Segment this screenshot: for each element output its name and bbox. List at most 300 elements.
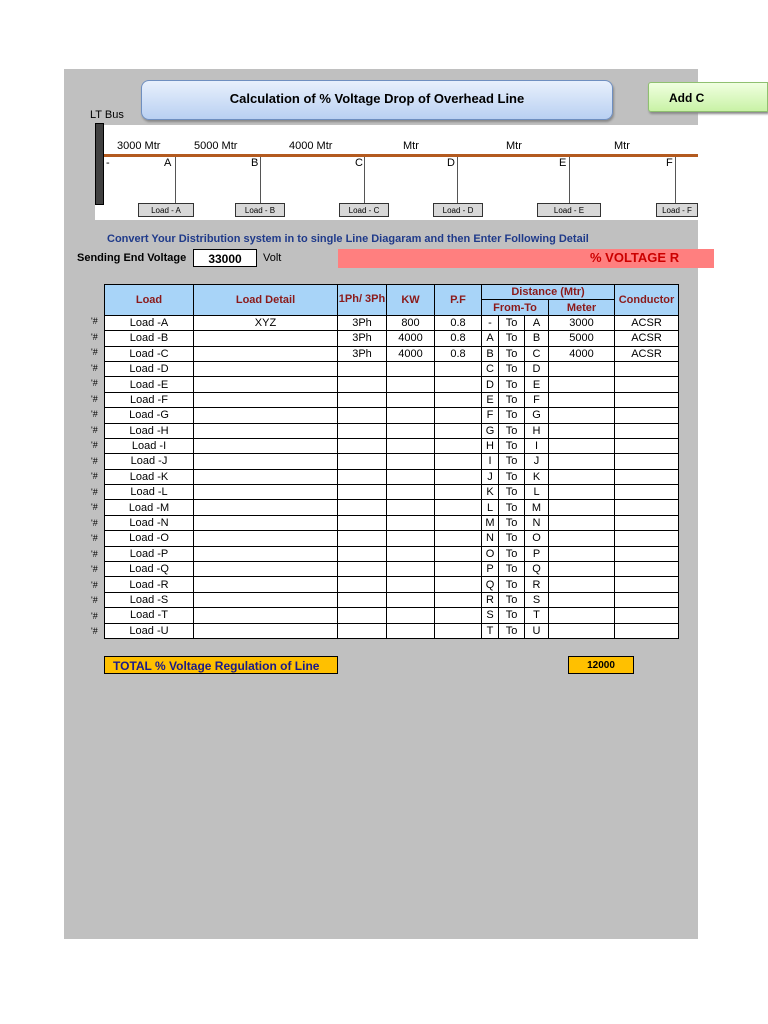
distance-label: 5000 Mtr — [194, 140, 238, 152]
to-cell[interactable]: To — [499, 623, 525, 638]
phase-cell[interactable]: 3Ph — [338, 331, 387, 346]
load-detail-cell[interactable] — [194, 608, 338, 623]
phase-cell[interactable] — [338, 469, 387, 484]
sending-end-label: Sending End Voltage — [77, 252, 187, 264]
table-row — [105, 408, 679, 423]
meter-cell[interactable] — [549, 500, 615, 515]
load-detail-cell[interactable] — [194, 331, 338, 346]
load-drop-line — [364, 157, 365, 203]
load-box: Load - A — [138, 203, 194, 217]
distance-label: 4000 Mtr — [289, 140, 333, 152]
pf-cell[interactable] — [435, 577, 482, 592]
load-box: Load - F — [656, 203, 698, 217]
to-cell[interactable]: To — [499, 346, 525, 361]
row-marker: '# — [91, 440, 98, 450]
table-row — [105, 577, 679, 592]
conductor-cell[interactable] — [615, 500, 679, 515]
row-marker: '# — [91, 564, 98, 574]
row-marker: '# — [91, 316, 98, 326]
pf-cell[interactable] — [435, 469, 482, 484]
from-cell[interactable]: - — [482, 315, 499, 330]
load-detail-cell[interactable] — [194, 408, 338, 423]
header-load: Load — [105, 285, 194, 316]
meter-cell[interactable] — [549, 562, 615, 577]
load-box: Load - C — [339, 203, 389, 217]
conductor-cell[interactable] — [615, 423, 679, 438]
pf-cell[interactable] — [435, 392, 482, 407]
row-marker: '# — [91, 393, 98, 404]
load-table — [104, 284, 679, 639]
row-marker: '# — [91, 362, 98, 373]
load-cell[interactable]: Load -F — [105, 392, 194, 407]
meter-cell[interactable] — [549, 454, 615, 469]
conductor-cell[interactable] — [615, 515, 679, 530]
kw-cell[interactable]: 4000 — [387, 346, 435, 361]
distance-label: Mtr — [506, 140, 522, 152]
instruction-text: Convert Your Distribution system in to single Line Diagaram and then Enter Following Detail — [107, 233, 589, 245]
conductor-cell[interactable] — [615, 377, 679, 392]
kw-cell[interactable] — [387, 377, 435, 392]
phase-cell[interactable] — [338, 531, 387, 546]
dest-cell[interactable]: S — [525, 592, 549, 607]
pf-cell[interactable] — [435, 592, 482, 607]
pf-cell[interactable]: 0.8 — [435, 346, 482, 361]
load-cell[interactable]: Load -B — [105, 331, 194, 346]
kw-cell[interactable] — [387, 485, 435, 500]
dest-cell[interactable]: A — [525, 315, 549, 330]
conductor-cell[interactable] — [615, 408, 679, 423]
load-cell[interactable]: Load -M — [105, 500, 194, 515]
table-row — [105, 608, 679, 623]
table-row — [105, 423, 679, 438]
node-label: F — [666, 157, 673, 169]
from-cell[interactable]: C — [482, 361, 499, 376]
dest-cell[interactable]: L — [525, 485, 549, 500]
header-kw: KW — [387, 285, 435, 316]
kw-cell[interactable]: 4000 — [387, 331, 435, 346]
from-cell[interactable]: J — [482, 469, 499, 484]
load-cell[interactable]: Load -H — [105, 423, 194, 438]
from-cell[interactable]: T — [482, 623, 499, 638]
load-detail-cell[interactable] — [194, 361, 338, 376]
meter-cell[interactable] — [549, 377, 615, 392]
to-cell[interactable]: To — [499, 546, 525, 561]
kw-cell[interactable] — [387, 623, 435, 638]
to-cell[interactable]: To — [499, 531, 525, 546]
from-cell[interactable]: H — [482, 438, 499, 453]
dest-cell[interactable]: C — [525, 346, 549, 361]
to-cell[interactable]: To — [499, 408, 525, 423]
load-cell[interactable]: Load -N — [105, 515, 194, 530]
to-cell[interactable]: To — [499, 485, 525, 500]
from-cell[interactable]: D — [482, 377, 499, 392]
dest-cell[interactable]: K — [525, 469, 549, 484]
load-cell[interactable]: Load -D — [105, 361, 194, 376]
phase-cell[interactable] — [338, 485, 387, 500]
pf-cell[interactable] — [435, 608, 482, 623]
to-cell[interactable]: To — [499, 438, 525, 453]
table-row — [105, 377, 679, 392]
load-detail-cell[interactable] — [194, 454, 338, 469]
table-row — [105, 438, 679, 453]
conductor-cell[interactable] — [615, 361, 679, 376]
dest-cell[interactable]: B — [525, 331, 549, 346]
to-cell[interactable]: To — [499, 592, 525, 607]
conductor-cell[interactable] — [615, 577, 679, 592]
pf-cell[interactable] — [435, 515, 482, 530]
to-cell[interactable]: To — [499, 423, 525, 438]
pf-cell[interactable] — [435, 531, 482, 546]
row-marker: '# — [91, 517, 98, 528]
from-cell[interactable]: P — [482, 562, 499, 577]
from-cell[interactable]: A — [482, 331, 499, 346]
load-detail-cell[interactable]: XYZ — [194, 315, 338, 330]
node-label: E — [559, 157, 567, 169]
meter-cell[interactable] — [549, 608, 615, 623]
dest-cell[interactable]: O — [525, 531, 549, 546]
meter-cell[interactable] — [549, 423, 615, 438]
dest-cell[interactable]: G — [525, 408, 549, 423]
load-cell[interactable]: Load -U — [105, 623, 194, 638]
phase-cell[interactable] — [338, 500, 387, 515]
conductor-cell[interactable] — [615, 546, 679, 561]
meter-cell[interactable] — [549, 592, 615, 607]
load-drop-line — [175, 157, 176, 203]
row-marker: '# — [91, 548, 98, 559]
conductor-cell[interactable] — [615, 454, 679, 469]
row-marker: '# — [91, 502, 98, 512]
meter-cell[interactable] — [549, 469, 615, 484]
phase-cell[interactable] — [338, 577, 387, 592]
total-value: 12000 — [568, 656, 634, 674]
header-load-detail: Load Detail — [194, 285, 338, 316]
kw-cell[interactable] — [387, 361, 435, 376]
dest-cell[interactable]: E — [525, 377, 549, 392]
to-cell[interactable]: To — [499, 331, 525, 346]
conductor-cell[interactable] — [615, 469, 679, 484]
row-marker: '# — [91, 378, 98, 388]
load-drop-line — [457, 157, 458, 203]
conductor-cell[interactable]: ACSR — [615, 346, 679, 361]
table-row — [105, 454, 679, 469]
load-detail-cell[interactable] — [194, 469, 338, 484]
load-drop-line — [260, 157, 261, 203]
from-cell[interactable]: B — [482, 346, 499, 361]
to-cell[interactable]: To — [499, 562, 525, 577]
dest-cell[interactable]: R — [525, 577, 549, 592]
load-cell[interactable]: Load -I — [105, 438, 194, 453]
load-box: Load - E — [537, 203, 601, 217]
kw-cell[interactable] — [387, 592, 435, 607]
phase-cell[interactable]: 3Ph — [338, 315, 387, 330]
row-marker: '# — [91, 595, 98, 605]
pf-cell[interactable] — [435, 438, 482, 453]
header-phase: 1Ph/ 3Ph — [338, 285, 387, 316]
header-pf: P.F — [435, 285, 482, 316]
dest-cell[interactable]: I — [525, 438, 549, 453]
load-cell[interactable]: Load -Q — [105, 562, 194, 577]
dest-cell[interactable]: T — [525, 608, 549, 623]
pf-cell[interactable] — [435, 423, 482, 438]
row-marker: '# — [91, 486, 98, 497]
meter-cell[interactable] — [549, 531, 615, 546]
distribution-line — [104, 154, 698, 157]
kw-cell[interactable] — [387, 608, 435, 623]
distance-label: 3000 Mtr — [117, 140, 161, 152]
voltage-regulation-text: % VOLTAGE R — [590, 250, 680, 265]
from-cell[interactable]: K — [482, 485, 499, 500]
pf-cell[interactable] — [435, 408, 482, 423]
pf-cell[interactable] — [435, 361, 482, 376]
phase-cell[interactable] — [338, 408, 387, 423]
load-cell[interactable]: Load -L — [105, 485, 194, 500]
from-cell[interactable]: F — [482, 408, 499, 423]
node-label: A — [164, 157, 172, 169]
header-conductor: Conductor — [615, 285, 679, 316]
conductor-cell[interactable]: ACSR — [615, 331, 679, 346]
load-detail-cell[interactable] — [194, 562, 338, 577]
phase-cell[interactable] — [338, 423, 387, 438]
row-marker: '# — [91, 347, 98, 357]
row-marker: '# — [91, 331, 98, 342]
load-detail-cell[interactable] — [194, 346, 338, 361]
load-detail-cell[interactable] — [194, 592, 338, 607]
conductor-cell[interactable] — [615, 562, 679, 577]
load-cell[interactable]: Load -P — [105, 546, 194, 561]
table-row — [105, 592, 679, 607]
voltage-unit: Volt — [263, 252, 282, 264]
table-row — [105, 315, 679, 330]
row-marker: '# — [91, 610, 98, 621]
meter-cell[interactable] — [549, 392, 615, 407]
dest-cell[interactable]: M — [525, 500, 549, 515]
to-cell[interactable]: To — [499, 469, 525, 484]
title-banner — [141, 80, 613, 120]
from-cell[interactable]: E — [482, 392, 499, 407]
header-meter: Meter — [549, 300, 615, 315]
table-row — [105, 562, 679, 577]
table-row — [105, 531, 679, 546]
node-label: B — [251, 157, 259, 169]
pf-cell[interactable] — [435, 562, 482, 577]
kw-cell[interactable] — [387, 577, 435, 592]
pf-cell[interactable] — [435, 377, 482, 392]
phase-cell[interactable] — [338, 608, 387, 623]
load-box: Load - B — [235, 203, 285, 217]
phase-cell[interactable] — [338, 562, 387, 577]
node-label: - — [106, 157, 110, 169]
meter-cell[interactable] — [549, 515, 615, 530]
from-cell[interactable]: O — [482, 546, 499, 561]
bus-bar — [95, 123, 104, 205]
to-cell[interactable]: To — [499, 315, 525, 330]
row-marker: '# — [91, 579, 98, 590]
dest-cell[interactable]: F — [525, 392, 549, 407]
kw-cell[interactable] — [387, 531, 435, 546]
phase-cell[interactable] — [338, 392, 387, 407]
page-title: Calculation of % Voltage Drop of Overhead Line — [229, 91, 525, 106]
pf-cell[interactable] — [435, 546, 482, 561]
table-row — [105, 392, 679, 407]
add-button[interactable]: Add C — [648, 82, 768, 112]
sending-end-input[interactable]: 33000 — [193, 249, 257, 267]
row-marker: '# — [91, 533, 98, 543]
kw-cell[interactable] — [387, 469, 435, 484]
from-cell[interactable]: M — [482, 515, 499, 530]
kw-cell[interactable] — [387, 438, 435, 453]
load-detail-cell[interactable] — [194, 531, 338, 546]
conductor-cell[interactable]: ACSR — [615, 315, 679, 330]
load-detail-cell[interactable] — [194, 515, 338, 530]
distance-label: Mtr — [614, 140, 630, 152]
meter-cell[interactable]: 3000 — [549, 315, 615, 330]
load-cell[interactable]: Load -T — [105, 608, 194, 623]
phase-cell[interactable] — [338, 438, 387, 453]
row-marker: '# — [91, 626, 98, 636]
conductor-cell[interactable] — [615, 608, 679, 623]
load-cell[interactable]: Load -J — [105, 454, 194, 469]
row-marker: '# — [91, 455, 98, 466]
load-detail-cell[interactable] — [194, 546, 338, 561]
table-row — [105, 361, 679, 376]
table-row — [105, 346, 679, 361]
dest-cell[interactable]: P — [525, 546, 549, 561]
phase-cell[interactable] — [338, 515, 387, 530]
kw-cell[interactable] — [387, 546, 435, 561]
conductor-cell[interactable] — [615, 623, 679, 638]
meter-cell[interactable] — [549, 546, 615, 561]
row-marker: '# — [91, 471, 98, 481]
meter-cell[interactable] — [549, 361, 615, 376]
conductor-cell[interactable] — [615, 438, 679, 453]
to-cell[interactable]: To — [499, 608, 525, 623]
conductor-cell[interactable] — [615, 485, 679, 500]
phase-cell[interactable] — [338, 546, 387, 561]
to-cell[interactable]: To — [499, 577, 525, 592]
kw-cell[interactable] — [387, 515, 435, 530]
phase-cell[interactable] — [338, 592, 387, 607]
kw-cell[interactable] — [387, 500, 435, 515]
pf-cell[interactable]: 0.8 — [435, 331, 482, 346]
kw-cell[interactable]: 800 — [387, 315, 435, 330]
to-cell[interactable]: To — [499, 392, 525, 407]
load-cell[interactable]: Load -A — [105, 315, 194, 330]
table-row — [105, 469, 679, 484]
meter-cell[interactable] — [549, 408, 615, 423]
load-cell[interactable]: Load -O — [105, 531, 194, 546]
load-cell[interactable]: Load -E — [105, 377, 194, 392]
dest-cell[interactable]: N — [525, 515, 549, 530]
kw-cell[interactable] — [387, 562, 435, 577]
node-label: D — [447, 157, 455, 169]
dest-cell[interactable]: U — [525, 623, 549, 638]
node-label: C — [355, 157, 363, 169]
load-detail-cell[interactable] — [194, 623, 338, 638]
to-cell[interactable]: To — [499, 377, 525, 392]
table-row — [105, 546, 679, 561]
load-cell[interactable]: Load -S — [105, 592, 194, 607]
distance-label: Mtr — [403, 140, 419, 152]
load-cell[interactable]: Load -C — [105, 346, 194, 361]
dest-cell[interactable]: Q — [525, 562, 549, 577]
phase-cell[interactable] — [338, 623, 387, 638]
conductor-cell[interactable] — [615, 531, 679, 546]
dest-cell[interactable]: D — [525, 361, 549, 376]
pf-cell[interactable] — [435, 454, 482, 469]
conductor-cell[interactable] — [615, 392, 679, 407]
dest-cell[interactable]: J — [525, 454, 549, 469]
from-cell[interactable]: L — [482, 500, 499, 515]
dest-cell[interactable]: H — [525, 423, 549, 438]
from-cell[interactable]: Q — [482, 577, 499, 592]
load-drop-line — [569, 157, 570, 203]
from-cell[interactable]: N — [482, 531, 499, 546]
pf-cell[interactable] — [435, 485, 482, 500]
header-from-to: From-To — [482, 300, 549, 315]
table-row — [105, 500, 679, 515]
to-cell[interactable]: To — [499, 454, 525, 469]
phase-cell[interactable] — [338, 377, 387, 392]
load-detail-cell[interactable] — [194, 485, 338, 500]
to-cell[interactable]: To — [499, 361, 525, 376]
meter-cell[interactable] — [549, 577, 615, 592]
load-detail-cell[interactable] — [194, 577, 338, 592]
kw-cell[interactable] — [387, 408, 435, 423]
kw-cell[interactable] — [387, 392, 435, 407]
load-box: Load - D — [433, 203, 483, 217]
from-cell[interactable]: G — [482, 423, 499, 438]
from-cell[interactable]: S — [482, 608, 499, 623]
table-row — [105, 331, 679, 346]
row-marker: '# — [91, 409, 98, 419]
conductor-cell[interactable] — [615, 592, 679, 607]
phase-cell[interactable] — [338, 361, 387, 376]
load-cell[interactable]: Load -R — [105, 577, 194, 592]
meter-cell[interactable] — [549, 623, 615, 638]
load-detail-cell[interactable] — [194, 500, 338, 515]
kw-cell[interactable] — [387, 423, 435, 438]
load-drop-line — [675, 157, 676, 203]
lt-bus-label: LT Bus — [90, 109, 124, 121]
from-cell[interactable]: I — [482, 454, 499, 469]
load-cell[interactable]: Load -G — [105, 408, 194, 423]
to-cell[interactable]: To — [499, 515, 525, 530]
pf-cell[interactable] — [435, 623, 482, 638]
load-detail-cell[interactable] — [194, 423, 338, 438]
pf-cell[interactable]: 0.8 — [435, 315, 482, 330]
table-row — [105, 485, 679, 500]
meter-cell[interactable] — [549, 438, 615, 453]
table-row — [105, 515, 679, 530]
row-marker: '# — [91, 424, 98, 435]
meter-cell[interactable]: 5000 — [549, 331, 615, 346]
from-cell[interactable]: R — [482, 592, 499, 607]
header-distance: Distance (Mtr) — [482, 285, 615, 300]
pf-cell[interactable] — [435, 500, 482, 515]
phase-cell[interactable] — [338, 454, 387, 469]
voltage-regulation-banner — [338, 249, 714, 268]
to-cell[interactable]: To — [499, 500, 525, 515]
kw-cell[interactable] — [387, 454, 435, 469]
load-detail-cell[interactable] — [194, 392, 338, 407]
load-detail-cell[interactable] — [194, 438, 338, 453]
load-cell[interactable]: Load -K — [105, 469, 194, 484]
load-detail-cell[interactable] — [194, 377, 338, 392]
meter-cell[interactable]: 4000 — [549, 346, 615, 361]
phase-cell[interactable]: 3Ph — [338, 346, 387, 361]
meter-cell[interactable] — [549, 485, 615, 500]
total-label: TOTAL % Voltage Regulation of Line — [104, 656, 338, 674]
